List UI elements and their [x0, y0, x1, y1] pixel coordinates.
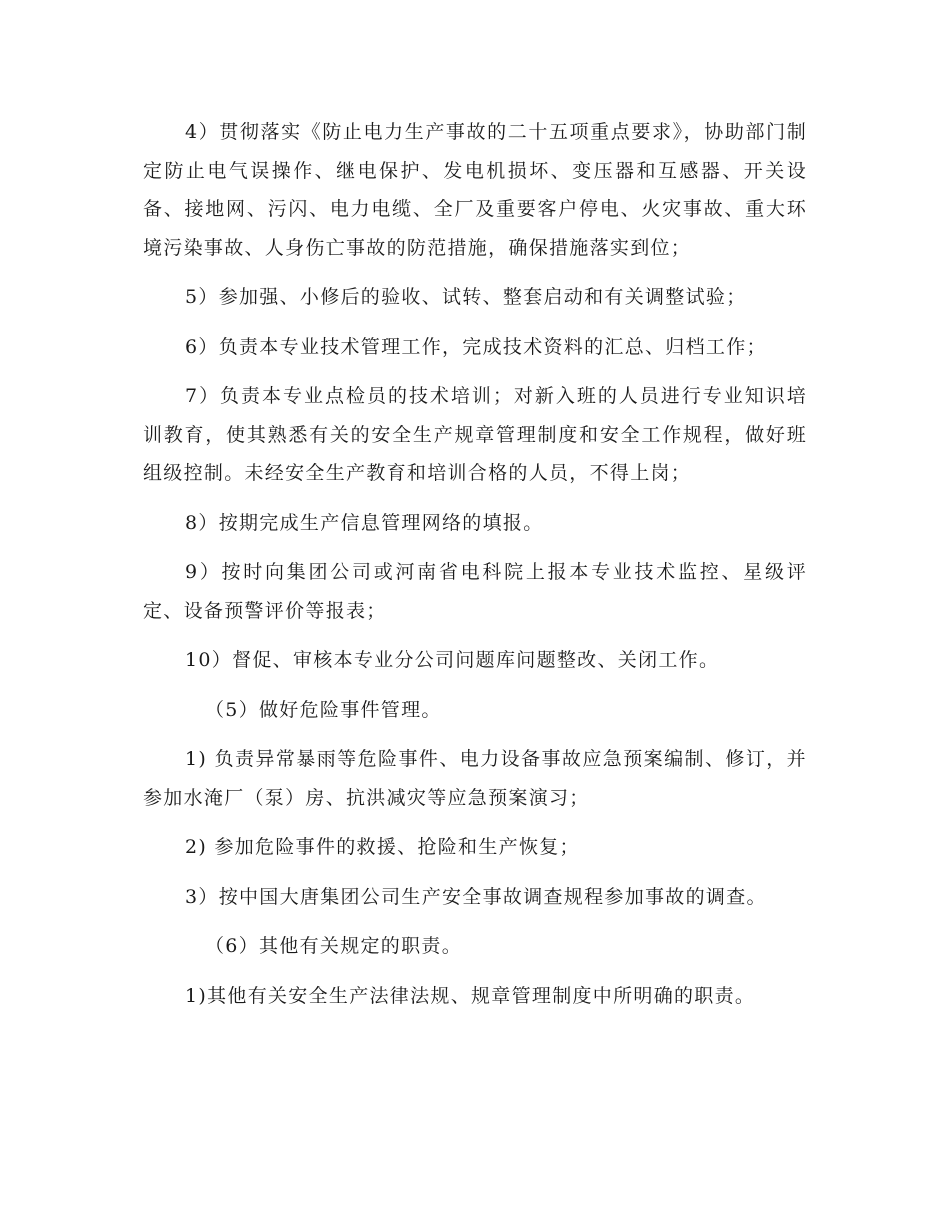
paragraph-item-9: 9）按时向集团公司或河南省电科院上报本专业技术监控、星级评定、设备预警评价等报表；	[143, 561, 807, 622]
paragraph-subitem-3: 3）按中国大唐集团公司生产安全事故调查规程参加事故的调查。	[185, 885, 767, 908]
paragraph-subitem-1: 1) 负责异常暴雨等危险事件、电力设备事故应急预案编制、修订，并参加水淹厂（泵）房、抗洪减灾等应急预案演习；	[143, 748, 807, 809]
document-body	[143, 113, 807, 1026]
paragraph-subitem-2: 2) 参加危险事件的救援、抢险和生产恢复；	[185, 836, 580, 858]
paragraph-item-6: 6）负责本专业技术管理工作，完成技术资料的汇总、归档工作；	[185, 335, 767, 358]
paragraph-item-7: 7）负责本专业点检员的技术培训；对新入班的人员进行专业知识培训教育，使其熟悉有关的安全生产规章管理制度和安全工作规程，做好班组级控制。未经安全生产教育和培训合格的人员，不得上岗；	[143, 385, 807, 484]
paragraph-item-10: 10）督促、审核本专业分公司问题库问题整改、关闭工作。	[185, 649, 720, 671]
paragraph-item-5: 5）参加强、小修后的验收、试转、整套启动和有关调整试验；	[185, 286, 747, 308]
paragraph-item-4: 4）贯彻落实《防止电力生产事故的二十五项重点要求》，协助部门制定防止电气误操作、继电保护、发电机损坏、变压器和互感器、开关设备、接地网、污闪、电力电缆、全厂及重要客户停电、火灾事故、重大环境污染事故、人身伤亡事故的防范措施，确保措施落实到位；	[143, 121, 807, 259]
paragraph-other-duty-1: 1)其他有关安全生产法律法规、规章管理制度中所明确的职责。	[185, 984, 756, 1007]
section-heading-6: （6）其他有关规定的职责。	[205, 935, 462, 957]
section-heading-5: （5）做好危险事件管理。	[205, 698, 442, 721]
paragraph-item-8: 8）按期完成生产信息管理网络的填报。	[185, 511, 544, 534]
